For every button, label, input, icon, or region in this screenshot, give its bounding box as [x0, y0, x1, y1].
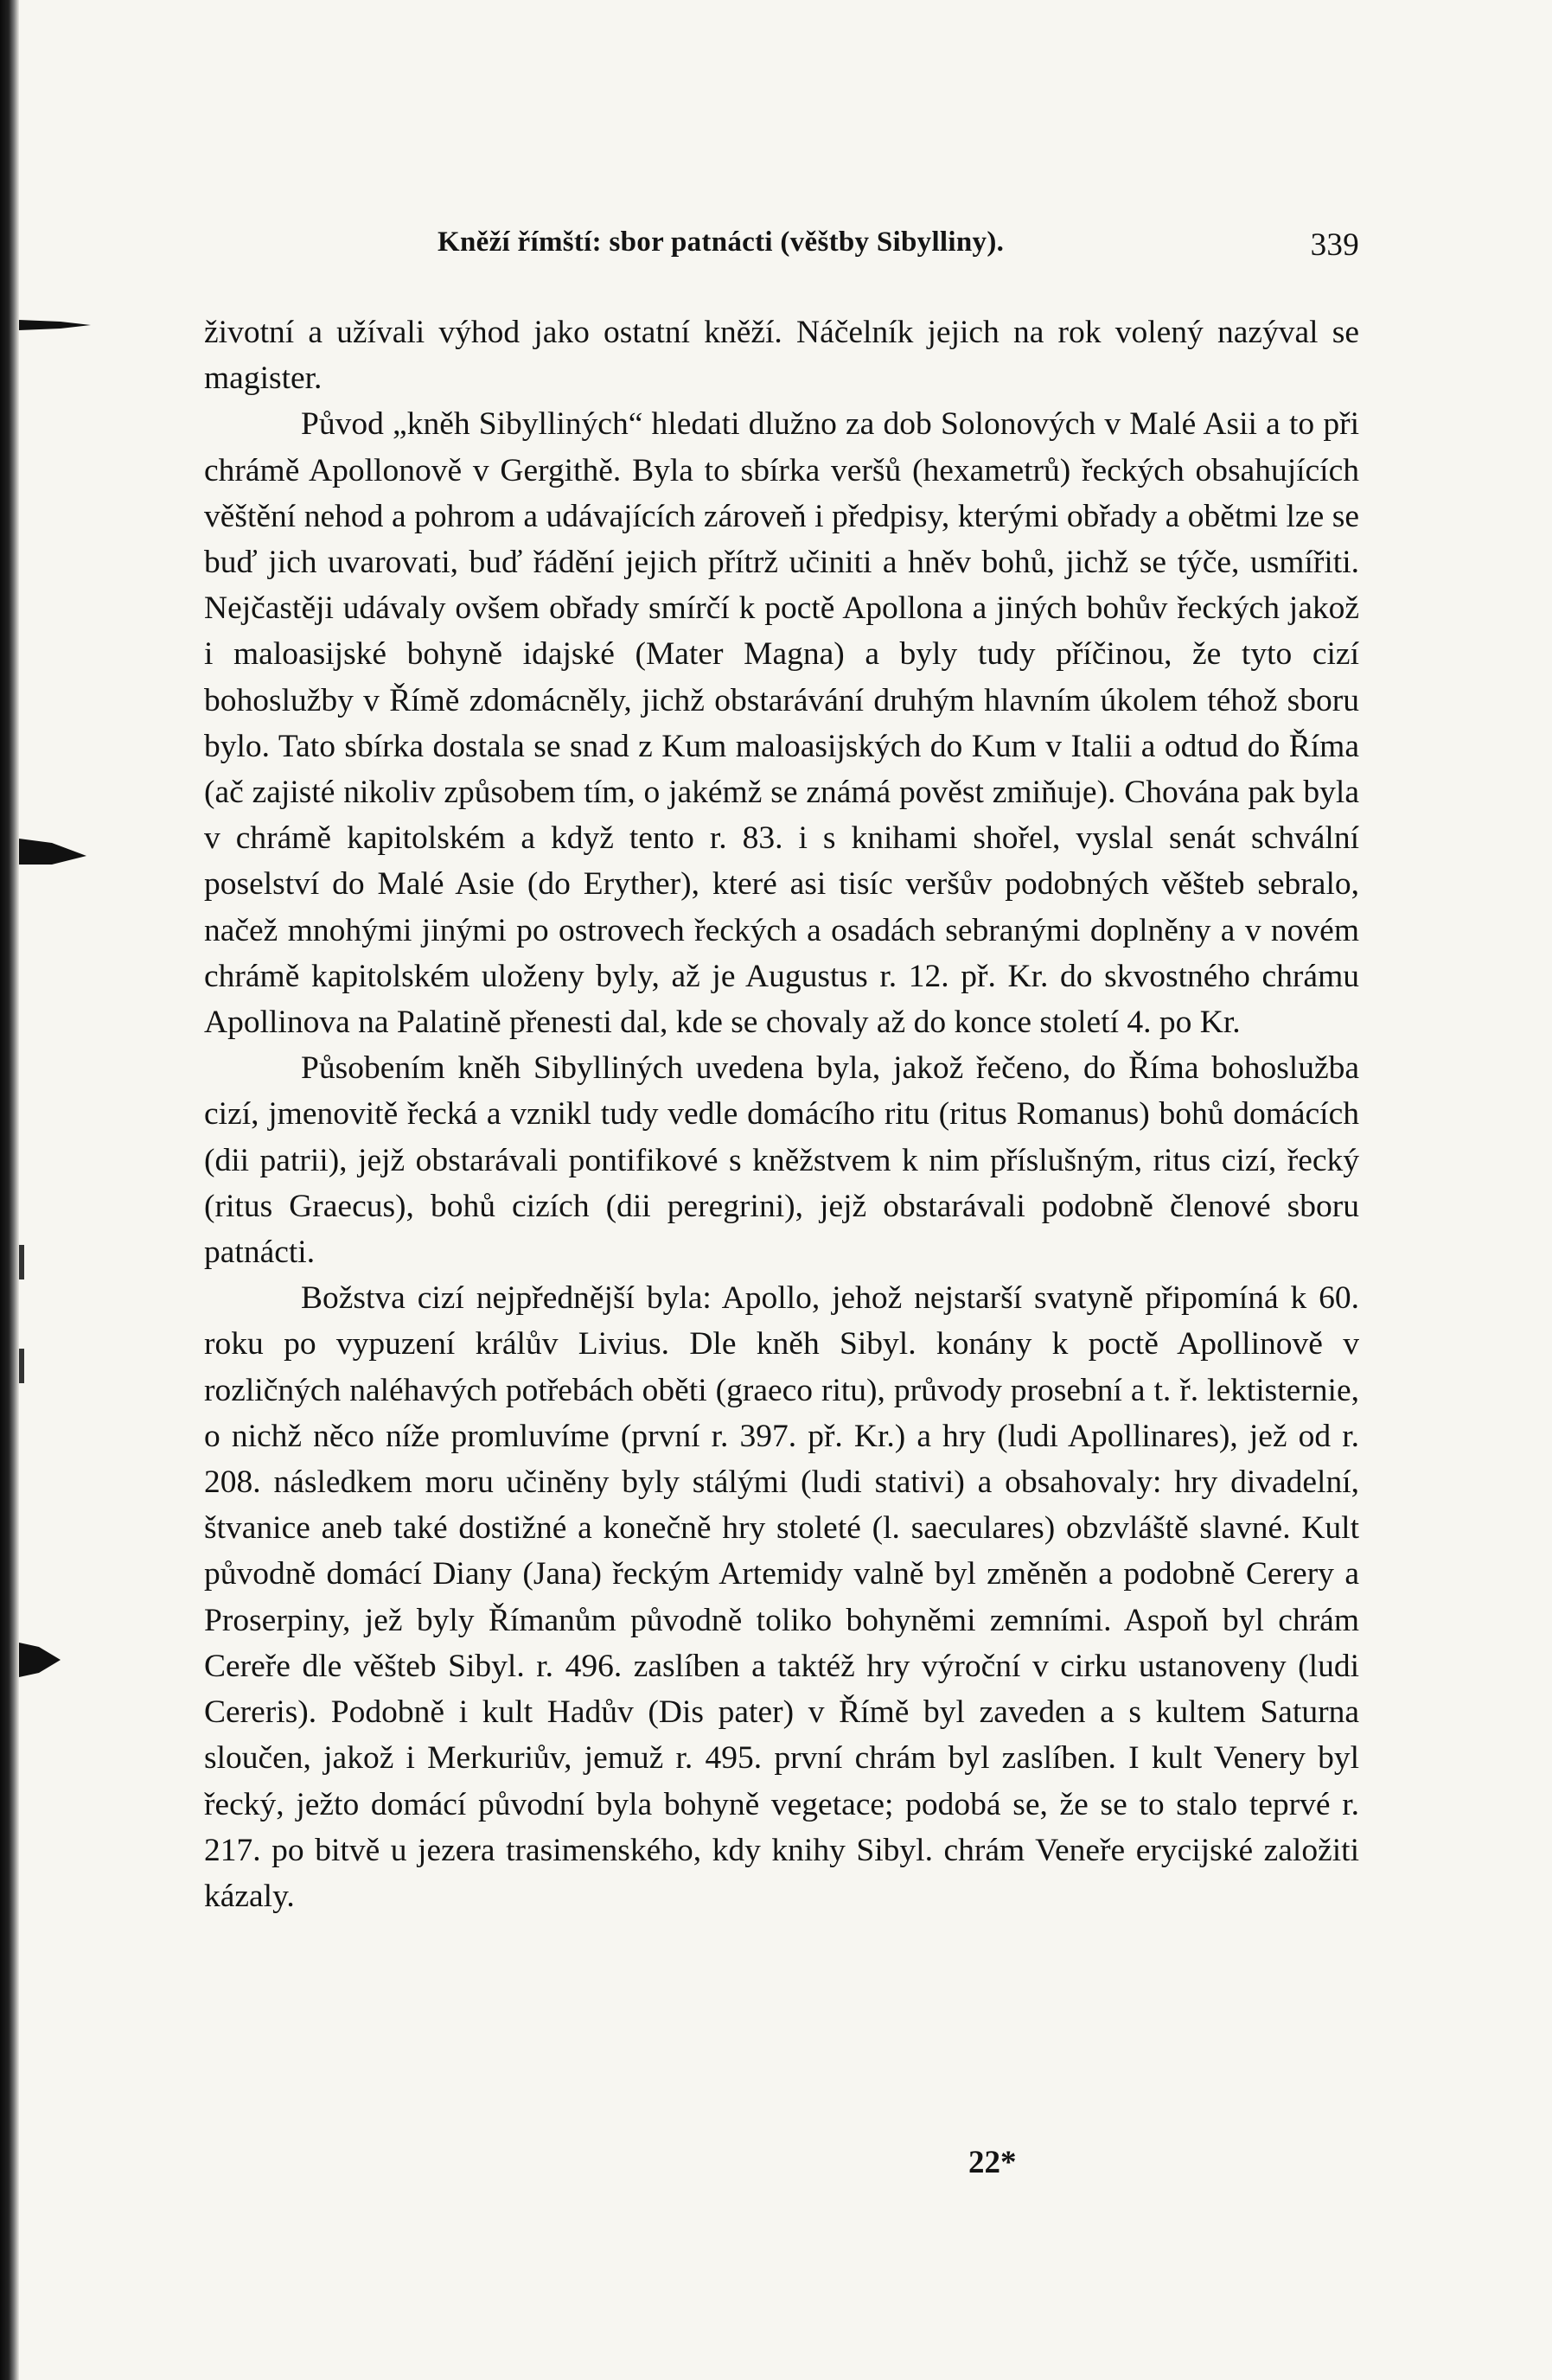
page-number: 339: [1310, 227, 1359, 263]
gutter-mark: [19, 1643, 61, 1677]
signature-mark: 22*: [968, 2145, 1017, 2180]
paragraph: životní a užívali výhod jako ostatní kněží. Náčelník jejich na rok volený nazýval se magister.: [204, 315, 1359, 397]
paragraph: Původ „kněh Sibylliných“ hledati dlužno za dob Solonových v Malé Asii a to při chrámě Apollonově v Gergithě. Byla to sbírka veršů (hexametrů) řeckých obsahujících věštění nehod a pohrom a udávajících zároveň i předpisy, kterými obřady a obětmi lze se buď jich uvarovati, buď řádění jejich přítrž učiniti a hněv bohů, jichž se týče, usmířiti. Nejčastěji udávaly ovšem obřady smírčí k poctě Apollona a jiných bohův řeckých jakož i maloasijské bohyně idajské (Mater Magna) a byly tudy příčinou, že tyto cizí bohoslužby v Římě zdomácněly, jichž obstarávání druhým hlavním úkolem téhož sboru bylo. Tato sbírka dostala se snad z Kum maloasijských do Kum v Italii a odtud do Říma (ač zajisté nikoliv způsobem tím, o jakémž se známá pověst zmiňuje). Chována pak byla v chrámě kapitolském a když tento r. 83. i s knihami shořel, vyslal senát schvální poselství do Malé Asie (do Eryther), které asi tisíc veršův podobných věšteb sebralo, načež mnohými jinými po ostrovech řeckých a osadách sebranými doplněny a v novém chrámě kapitolském uloženy byly, až je Augustus r. 12. př. Kr. do skvostného chrámu Apollinova na Palatině přenesti dal, kde se chovaly až do konce století 4. po Kr.: [204, 406, 1359, 1041]
body-text: [204, 309, 1359, 1919]
paragraph: Božstva cizí nejpřednější byla: Apollo, jehož nejstarší svatyně připomíná k 60. roku po vypuzení králův Livius. Dle kněh Sibyl. konány k poctě Apollinově v rozličných naléhavých potřebách oběti (graeco ritu), průvody prosební a t. ř. lektisternie, o nichž něco níže promluvíme (první r. 397. př. Kr.) a hry (ludi Apollinares), jež od r. 208. následkem moru učiněny byly stálými (ludi stativi) a obsahovaly: hry divadelní, štvanice aneb také dostižné a konečně hry stoleté (l. saeculares) obzvláště slavné. Kult původně domácí Diany (Jana) řeckým Artemidy valně byl změněn a podobně Cerery a Proserpiny, jež byly Římanům původně toliko bohyněmi zemními. Aspoň byl chrám Cereře dle věšteb Sibyl. r. 496. zaslíben a taktéž hry výroční v cirku ustanoveny (ludi Cereris). Podobně i kult Hadův (Dis pater) v Římě byl zaveden a s kultem Saturna sloučen, jakož i Merkuriův, jemuž r. 495. první chrám byl zaslíben. I kult Venery byl řecký, ježto domácí původní byla bohyně vegetace; podobá se, že se to stalo teprvé r. 217. po bitvě u jezera trasimenského, kdy knihy Sibyl. chrám Veneře erycijské založiti kázaly.: [204, 1280, 1359, 1914]
gutter-mark: [19, 839, 86, 865]
running-head: [204, 216, 1359, 277]
running-title: Kněží římští: sbor patnácti (věštby Sibylliny).: [437, 227, 1005, 258]
gutter-mark: [19, 320, 91, 330]
gutter-mark: [19, 1245, 24, 1279]
gutter-mark: [19, 1349, 24, 1383]
book-page: [204, 216, 1359, 1919]
gutter-scan-marks: [0, 0, 95, 2380]
paragraph: Působením kněh Sibylliných uvedena byla, jakož řečeno, do Říma bohoslužba cizí, jmenovitě řecká a vznikl tudy vedle domácího ritu (ritus Romanus) bohů domácích (dii patrii), jejž obstarávali pontifikové s kněžstvem k nim příslušným, ritus cizí, řecký (ritus Graecus), bohů cizích (dii peregrini), jejž obstarávali podobně členové sboru patnácti.: [204, 1050, 1359, 1271]
